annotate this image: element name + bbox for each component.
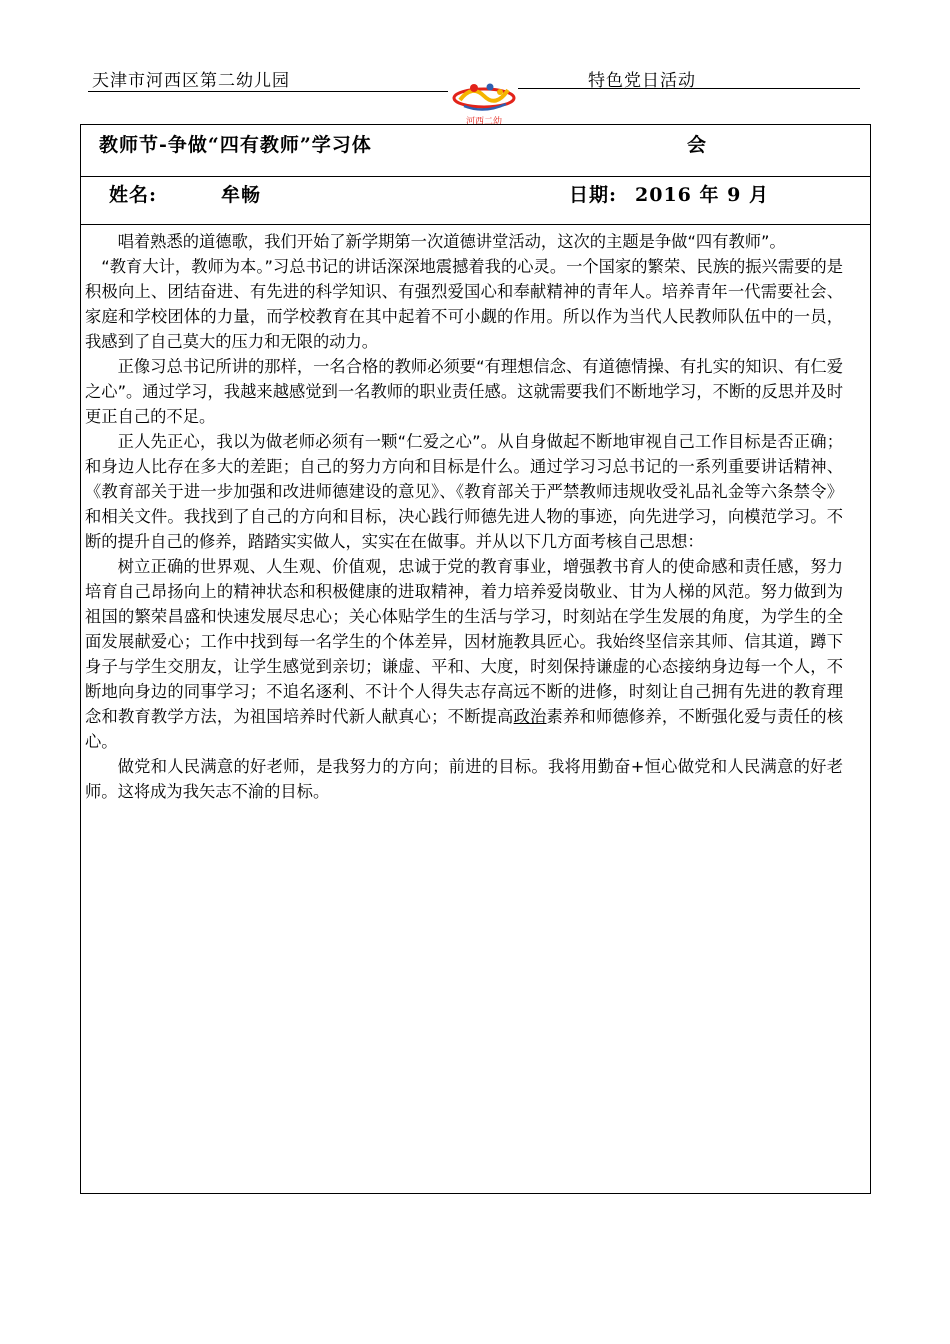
logo-caption: 河西二幼 — [465, 117, 503, 127]
form-title-tail: 会 — [687, 134, 707, 156]
date-label: 日期: — [569, 184, 618, 206]
paragraph-4: 正人先正心，我以为做老师必须有一颗“仁爱之心”。从自身做起不断地审视自己工作目标是否正确；和身边人比存在多大的差距；自己的努力方向和目标是什么。通过学习习总书记的一系列重要讲话精神、《教育部关于进一步加强和改进师德建设的意见》、《教育部关于严禁教师违规收受礼品礼金等六条禁令》和相关文件。我找到了自己的方向和目标，决心践行师德先进人物的事迹，向先进学习，向模范学习。不断的提升自己的修养，踏踏实实做人，实实在在做事。并从以下几方面考核自己思想： — [85, 432, 843, 551]
page-header — [88, 64, 860, 127]
name-value: 牟畅 — [221, 184, 262, 206]
title-row — [81, 125, 870, 177]
paragraph-5 — [85, 554, 843, 754]
school-name: 天津市河西区第二幼儿园 — [92, 71, 290, 91]
date-value: 2016 年 9 月 — [635, 184, 769, 206]
study-form — [80, 124, 871, 1194]
paragraph-1: 唱着熟悉的道德歌，我们开始了新学期第一次道德讲堂活动，这次的主题是争做“四有教师”。 — [117, 232, 786, 251]
name-label: 姓名: — [109, 184, 158, 206]
header-rule-left — [88, 91, 448, 92]
activity-name: 特色党日活动 — [588, 71, 696, 91]
kindergarten-logo — [450, 78, 518, 128]
info-row — [81, 177, 870, 225]
paragraph-5-part-b: 素养和师德修养，不断强化爱与责任的核心。 — [85, 707, 843, 751]
paragraph-2: “教育大计，教师为本。”习总书记的讲话深深地震撼着我的心灵。一个国家的繁荣、民族的振兴需要的是积极向上、团结奋进、有先进的科学知识、有强烈爱国心和奉献精神的青年人。培养青年一代需要社会、家庭和学校团体的力量，而学校教育在其中起着不可小觑的作用。所以作为当代人民教师队伍中的一员，我感到了自己莫大的压力和无限的动力。 — [85, 257, 843, 351]
paragraph-5-underlined: 政治 — [513, 707, 547, 726]
form-title: 教师节-争做“四有教师”学习体 — [99, 134, 372, 156]
header-rule-right — [518, 88, 860, 89]
paragraph-5-part-a: 树立正确的世界观、人生观、价值观，忠诚于党的教育事业，增强教书育人的使命感和责任感，努力培育自己昂扬向上的精神状态和积极健康的进取精神，着力培养爱岗敬业、甘为人梯的风范。努力做到为祖国的繁荣昌盛和快速发展尽忠心；关心体贴学生的生活与学习，时刻站在学生发展的角度，为学生的全面发展献爱心；工作中找到每一名学生的个体差异，因材施教具匠心。我始终坚信亲其师、信其道，蹲下身子与学生交朋友，让学生感觉到亲切；谦虚、平和、大度，时刻保持谦虚的心态接纳身边每一个人，不断地向身边的同事学习；不追名逐利、不计个人得失志存高远不断的进修，时刻让自己拥有先进的教育理念和教育教学方法，为祖国培养时代新人献真心；不断提高 — [85, 557, 843, 726]
reflection-body — [85, 229, 843, 804]
paragraph-3: 正像习总书记所讲的那样，一名合格的教师必须要“有理想信念、有道德情操、有扎实的知识、有仁爱之心”。通过学习，我越来越感觉到一名教师的职业责任感。这就需要我们不断地学习，不断的反思并及时更正自己的不足。 — [85, 357, 843, 426]
paragraph-6: 做党和人民满意的好老师，是我努力的方向；前进的目标。我将用勤奋+恒心做党和人民满意的好老师。这将成为我矢志不渝的目标。 — [85, 757, 843, 801]
